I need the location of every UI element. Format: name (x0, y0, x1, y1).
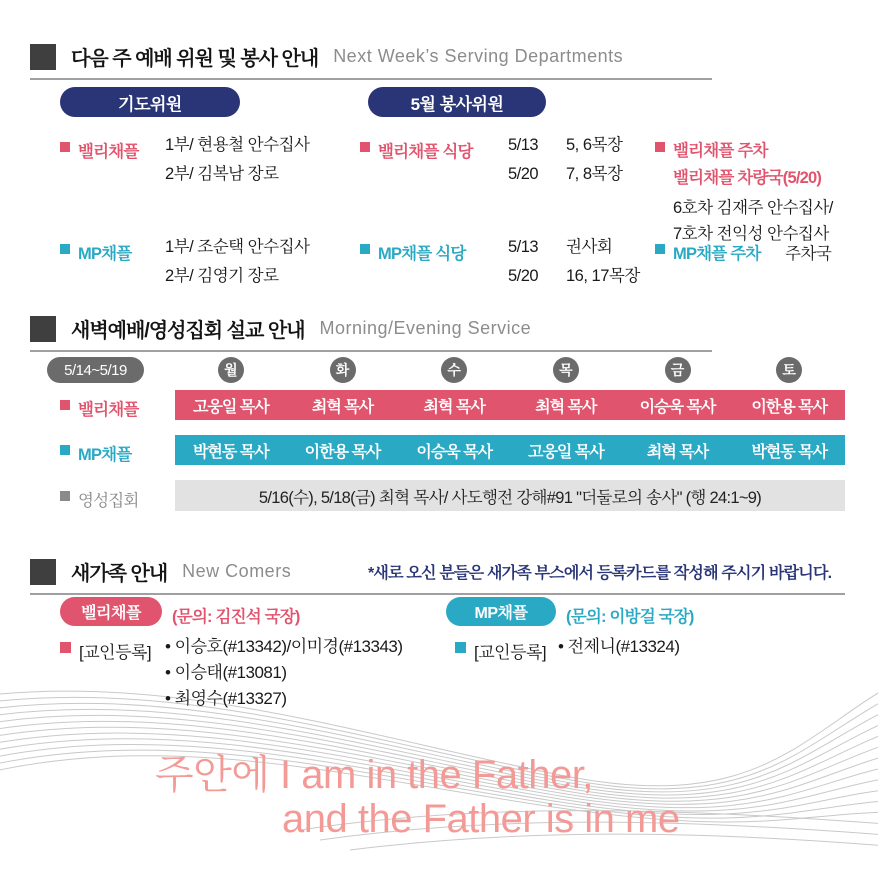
gray-square-bullet-icon (60, 491, 70, 501)
mp-dining-schedule (508, 233, 640, 291)
serving-committee-pill: 5월 봉사위원 (368, 87, 546, 117)
mp-worship-line1: 1부/ 조순택 안수집사 (165, 238, 310, 256)
mp-worship-label: MP채플 (60, 240, 131, 264)
valley-worship-line2: 2부/ 김복남 장로 (165, 165, 279, 183)
evening-service-row: 5/16(수), 5/18(금) 최혁 목사/ 사도행전 강해#91 "더둘로의 송사" (행 24:1~9) (175, 480, 845, 511)
preacher-cell: 이한용 목사 (751, 398, 828, 416)
preacher-cell: 이한용 목사 (304, 443, 381, 461)
valley-dining-date1: 5/13 (508, 136, 539, 154)
section2-subtitle: Morning/Evening Service (319, 318, 532, 338)
cyan-square-bullet-icon (60, 445, 70, 455)
valley-dining-value2: 7, 8목장 (566, 165, 623, 183)
member-item: • 이승호(#13342)/이미경(#13343) (165, 637, 403, 656)
mp-preacher-label: MP채플 (60, 441, 131, 465)
member-item: • 전제니(#13324) (558, 637, 680, 656)
valley-worship-names (165, 131, 309, 189)
pink-square-bullet-icon (60, 142, 70, 152)
section3-subtitle: New Comers (182, 561, 292, 581)
section1-subtitle: Next Week’s Serving Departments (333, 46, 624, 66)
mp-dining-date2: 5/20 (508, 267, 539, 285)
preacher-cell: 이승욱 목사 (639, 398, 716, 416)
valley-preacher-row (175, 390, 845, 420)
member-item: • 최영수(#13327) (165, 689, 287, 708)
day-circle-fri: 금 (665, 357, 691, 383)
mp-dining-date1: 5/13 (508, 238, 539, 256)
section2-header (30, 314, 712, 352)
cyan-square-bullet-icon (655, 244, 665, 254)
section1-title: 다음 주 예배 위원 및 봉사 안내 (71, 48, 319, 70)
preacher-cell: 최혁 목사 (423, 398, 485, 416)
preacher-cell: 고웅일 목사 (192, 398, 269, 416)
valley-parking-driver2: 7호차 전익성 안수집사 (673, 225, 829, 243)
prayer-committee-pill: 기도위원 (60, 87, 240, 117)
mp-worship-line2: 2부/ 김영기 장로 (165, 267, 279, 285)
mp-parking-value: 주차국 (785, 245, 832, 263)
newcomer-note: *새로 오신 분들은 새가족 부스에서 등록카드를 작성해 주시기 바랍니다. (368, 565, 832, 582)
evening-service-label: 영성집회 (60, 487, 139, 511)
valley-parking-driver1: 6호차 김재주 안수집사/ (673, 199, 833, 217)
valley-member-list (165, 634, 403, 712)
valley-dining-label: 밸리채플 식당 (360, 138, 473, 162)
preacher-cell: 최혁 목사 (311, 398, 374, 416)
valley-contact: (문의: 김진석 국장) (172, 608, 300, 626)
valley-worship-line1: 1부/ 현용철 안수집사 (165, 136, 310, 154)
valley-registration-label: [교인등록] (60, 638, 151, 663)
mp-dining-value1: 권사회 (566, 238, 613, 256)
preacher-cell: 박현동 목사 (192, 443, 269, 461)
cyan-square-bullet-icon (455, 642, 466, 653)
mp-member-list (558, 634, 680, 660)
valley-dining-date2: 5/20 (508, 165, 539, 183)
preacher-cell: 박현동 목사 (751, 443, 828, 461)
preacher-cell: 이승욱 목사 (416, 443, 493, 461)
section2-square-icon (30, 316, 56, 342)
valley-preacher-label: 밸리채플 (60, 396, 139, 420)
mp-parking-label: MP채플 주차 (655, 240, 761, 264)
pink-square-bullet-icon (655, 142, 665, 152)
valley-worship-label: 밸리채플 (60, 138, 139, 162)
mp-dining-value2: 16, 17목장 (566, 267, 640, 285)
mp-dining-label: MP채플 식당 (360, 240, 466, 264)
mp-worship-names (165, 233, 309, 291)
section3-square-icon (30, 559, 56, 585)
pink-square-bullet-icon (60, 642, 71, 653)
verse-line2: and the Father is in me (282, 797, 680, 841)
mp-newcomer-pill: MP채플 (446, 597, 556, 626)
day-circle-tue: 화 (330, 357, 356, 383)
pink-square-bullet-icon (60, 400, 70, 410)
valley-parking-line1: 밸리채플 주차 (673, 142, 768, 160)
day-circle-sat: 토 (776, 357, 802, 383)
section1-header (30, 42, 712, 80)
pink-square-bullet-icon (360, 142, 370, 152)
mp-registration-label: [교인등록] (455, 638, 546, 663)
section1-square-icon (30, 44, 56, 70)
valley-parking-label (655, 138, 833, 247)
cyan-square-bullet-icon (60, 244, 70, 254)
day-circle-wed: 수 (441, 357, 467, 383)
mp-contact: (문의: 이방걸 국장) (566, 608, 694, 626)
section3-title: 새가족 안내 (71, 563, 168, 585)
preacher-cell: 고웅일 목사 (527, 443, 604, 461)
date-range-pill: 5/14~5/19 (47, 357, 144, 383)
valley-newcomer-pill: 밸리채플 (60, 597, 162, 626)
section2-title: 새벽예배/영성집회 설교 안내 (71, 320, 305, 342)
preacher-cell: 최혁 목사 (535, 398, 597, 416)
valley-dining-value1: 5, 6목장 (566, 136, 623, 154)
mp-preacher-row (175, 435, 845, 465)
cyan-square-bullet-icon (360, 244, 370, 254)
day-header-row (175, 357, 845, 383)
verse-line1: 주안에 I am in the Father, (155, 753, 593, 797)
day-circle-thu: 목 (553, 357, 579, 383)
valley-parking-line2: 밸리채플 차량국(5/20) (673, 169, 822, 187)
valley-dining-schedule (508, 131, 622, 189)
member-item: • 이승태(#13081) (165, 663, 287, 682)
section3-header (30, 557, 845, 595)
day-circle-mon: 월 (218, 357, 244, 383)
preacher-cell: 최혁 목사 (646, 443, 709, 461)
